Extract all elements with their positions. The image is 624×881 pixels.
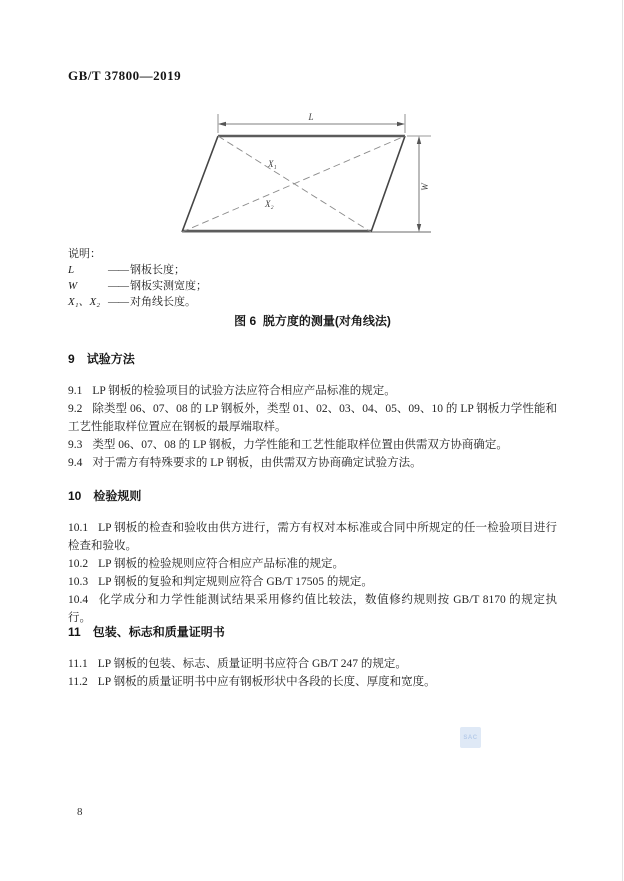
clause-text: LP 钢板的复验和判定规则应符合 GB/T 17505 的规定。 [98, 576, 373, 588]
legend-item [68, 294, 207, 310]
skew-measurement-diagram [165, 100, 445, 245]
clause [68, 400, 557, 436]
figure-caption-label: 图 6 [234, 314, 257, 328]
legend-term: X₁、X₂ [68, 296, 101, 308]
clause-text: LP 钢板的检查和验收由供方进行，需方有权对本标准或合同中所规定的任一检验项目进行检查和验收。 [68, 522, 557, 552]
clause-text: LP 钢板的包装、标志、质量证明书应符合 GB/T 247 的规定。 [97, 658, 407, 670]
clause-text: LP 钢板的质量证明书中应有钢板形状中各段的长度、厚度和宽度。 [97, 676, 436, 688]
page-number: 8 [77, 806, 83, 818]
legend-term: W [68, 280, 78, 292]
clause-number: 11.2 [68, 676, 88, 688]
figure-caption [68, 312, 557, 329]
scan-edge-line [622, 0, 623, 881]
clause-number: 10.3 [68, 576, 89, 588]
section-packaging-marking [68, 625, 557, 691]
legend-desc: 钢板实测宽度； [130, 280, 207, 292]
sac-watermark: SAC [460, 727, 481, 748]
legend-desc: 钢板长度； [130, 264, 185, 276]
clause [68, 573, 557, 591]
clause-text: 除类型 06、07、08 的 LP 钢板外，类型 01、02、03、04、05、09、10 的 LP 钢板力学性能和工艺性能取样位置应在钢板的最厚端取样。 [68, 403, 557, 433]
clause [68, 655, 557, 673]
figure-caption-text: 脱方度的测量(对角线法) [262, 314, 391, 328]
dim-label-length: L [308, 112, 314, 122]
clause-text: 化学成分和力学性能测试结果采用修约值比较法，数值修约规则按 GB/T 8170 的规定执行。 [68, 594, 557, 624]
clause-number: 10.4 [68, 594, 89, 606]
clause [68, 673, 557, 691]
diag-label-x1: X₁ [268, 159, 277, 169]
section-title: 试验方法 [86, 352, 135, 366]
clause-text: 对于需方有特殊要求的 LP 钢板，由供需双方协商确定试验方法。 [92, 457, 422, 469]
clause-text: 类型 06、07、08 的 LP 钢板，力学性能和工艺性能取样位置由供需双方协商确定。 [92, 439, 508, 451]
dim-label-width: W [420, 183, 430, 191]
clause-number: 9.2 [68, 403, 83, 415]
legend-title: 说明： [68, 248, 101, 260]
clause-text: LP 钢板的检验项目的试验方法应符合相应产品标准的规定。 [92, 385, 396, 397]
legend-dash: —— [108, 296, 128, 308]
section-test-methods [68, 352, 557, 472]
legend-dash: —— [108, 280, 128, 292]
section-title: 检验规则 [93, 489, 142, 503]
clause-number: 11.1 [68, 658, 88, 670]
section-number: 10 [68, 489, 82, 503]
clause-number: 9.1 [68, 385, 83, 397]
section-heading [68, 625, 557, 639]
section-title: 包装、标志和质量证明书 [92, 625, 225, 639]
section-heading [68, 489, 557, 503]
legend-desc: 对角线长度。 [130, 296, 196, 308]
legend-dash: —— [108, 264, 128, 276]
clause-number: 9.3 [68, 439, 83, 451]
section-inspection-rules [68, 489, 557, 627]
figure-legend [68, 246, 207, 310]
clause [68, 555, 557, 573]
legend-term: L [68, 264, 75, 276]
clause-number: 10.2 [68, 558, 89, 570]
clause [68, 454, 557, 472]
section-number: 11 [68, 625, 81, 639]
section-number: 9 [68, 352, 75, 366]
clause-number: 9.4 [68, 457, 83, 469]
clause-text: LP 钢板的检验规则应符合相应产品标准的规定。 [98, 558, 344, 570]
legend-item [68, 262, 207, 278]
clause [68, 436, 557, 454]
clause [68, 591, 557, 627]
legend-item [68, 278, 207, 294]
doc-number: GB/T 37800—2019 [68, 68, 182, 83]
section-heading [68, 352, 557, 366]
clause [68, 519, 557, 555]
diag-label-x2: X₂ [265, 199, 274, 209]
figure-diagram [165, 100, 445, 245]
clause-number: 10.1 [68, 522, 89, 534]
clause [68, 382, 557, 400]
